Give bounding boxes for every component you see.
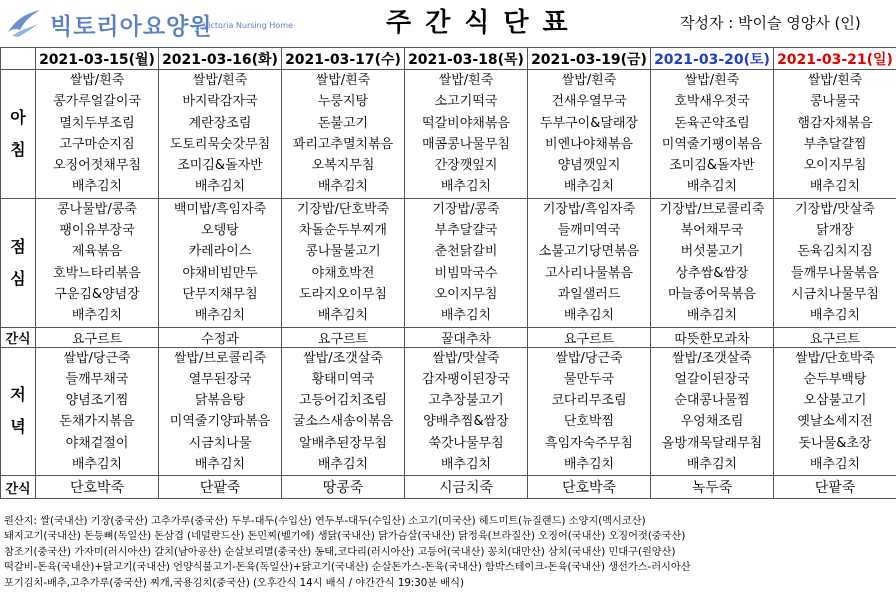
menu-item: 배추김치 (809, 179, 861, 195)
menu-item: 쌀밥/흰죽 (69, 73, 125, 88)
menu-item: 고구마순지짐 (59, 136, 135, 152)
day-header: 2021-03-19(금) (528, 48, 651, 70)
snack-cell: 수정과 (159, 327, 282, 347)
menu-item: 백미밥/흑임자죽 (173, 201, 267, 217)
origin-notes (4, 514, 894, 591)
breakfast-row (1, 70, 896, 199)
menu-item: 꽈리고추멸치볶음 (292, 136, 394, 152)
menu-item: 알배추된장무침 (299, 435, 387, 451)
menu-item: 단무지채무침 (182, 286, 258, 302)
snack-row (1, 327, 896, 347)
menu-item: 제육볶음 (71, 244, 123, 260)
menu-item: 물만두국 (563, 371, 615, 387)
menu-item: 오삼불고기 (803, 393, 867, 409)
porridge-cell: 단호박죽 (36, 476, 159, 499)
menu-item: 떡갈비야채볶음 (422, 115, 510, 131)
menu-item: 오징어젓채무침 (53, 158, 141, 174)
menu-item: 오뎅탕 (201, 223, 239, 239)
menu-item: 계란장조림 (188, 115, 252, 131)
dinner-cell (528, 347, 651, 476)
menu-item: 배추김치 (71, 457, 123, 473)
dinner-row (1, 347, 896, 476)
menu-item: 쌀밥/흰죽 (438, 73, 494, 88)
dinner-label (1, 347, 36, 476)
lunch-cell (528, 198, 651, 327)
menu-item: 닭개장 (816, 223, 854, 239)
lunch-row (1, 198, 896, 327)
menu-item: 흑임자숙주무침 (545, 435, 633, 451)
breakfast-label-char: 침 (10, 139, 26, 159)
weekly-menu-table (0, 47, 896, 499)
lunch-cell (405, 198, 528, 327)
day-header: 2021-03-20(토) (651, 48, 774, 70)
menu-item: 돈육김치지짐 (797, 244, 873, 260)
day-header: 2021-03-17(수) (282, 48, 405, 70)
breakfast-label-char: 아 (10, 107, 26, 127)
menu-item: 열무된장국 (188, 371, 252, 387)
menu-item: 미역줄기팽이볶음 (661, 136, 763, 152)
menu-item: 황태미역국 (311, 371, 375, 387)
snack-cell: 요구르트 (774, 327, 896, 347)
menu-item: 배추김치 (563, 308, 615, 324)
menu-item: 쌀밥/흰죽 (684, 73, 740, 88)
menu-item: 조미김&돌자반 (669, 158, 755, 174)
dinner-cell (405, 347, 528, 476)
menu-item: 들깨무채국 (65, 371, 129, 387)
menu-item: 고등어김치조림 (299, 393, 387, 409)
menu-item: 간장깻잎지 (434, 158, 498, 174)
origin-note-line: 포기김치-배추,고추가루(중국산) 찌개,국용김치(중국산) (오후간식 14시 배식 / 야간간식 19:30분 배식) (4, 577, 464, 589)
origin-note-line: 참조기(중국산) 가자미(러시아산) 갈치(남아공산) 순살보리멸(중국산) 동태,코다리(러시아산) 고등어(국내산) 꽁치(대만산) 삼치(국내산) 민대구(원양산) (4, 546, 676, 558)
day-header: 2021-03-16(화) (159, 48, 282, 70)
menu-item: 비엔나야채볶음 (545, 136, 633, 152)
menu-item: 양념깻잎지 (557, 158, 621, 174)
menu-item: 고추장불고기 (428, 393, 504, 409)
lunch-cell (282, 198, 405, 327)
breakfast-cell (651, 70, 774, 199)
menu-item: 올방개묵달래무침 (661, 435, 763, 451)
menu-item: 누룽지탕 (317, 94, 369, 110)
date-header-row (1, 48, 896, 70)
menu-item: 기장밥/브로콜리죽 (659, 201, 765, 217)
menu-item: 배추김치 (71, 179, 123, 195)
porridge-label: 간식 (1, 476, 36, 499)
menu-item: 쌀밥/흰죽 (807, 73, 863, 88)
menu-item: 마늘종어묵볶음 (668, 286, 756, 302)
menu-item: 순대콩나물찜 (674, 393, 750, 409)
breakfast-cell (159, 70, 282, 199)
corner-cell (1, 48, 36, 70)
breakfast-cell (774, 70, 896, 199)
breakfast-cell (282, 70, 405, 199)
porridge-cell: 녹두죽 (651, 476, 774, 499)
menu-item: 쌀밥/당근죽 (555, 350, 623, 366)
menu-item: 단호박찜 (563, 414, 615, 430)
menu-item: 멸치두부조림 (59, 115, 135, 131)
menu-item: 배추김치 (317, 308, 369, 324)
menu-item: 쌀밥/흰죽 (192, 73, 248, 88)
breakfast-cell (36, 70, 159, 199)
menu-item: 버섯불고기 (680, 244, 744, 260)
menu-item: 코다리무조림 (551, 393, 627, 409)
menu-item: 소불고기당면볶음 (538, 244, 640, 260)
day-header: 2021-03-15(월) (36, 48, 159, 70)
menu-item: 얼갈이된장국 (674, 371, 750, 387)
menu-item: 우엉채조림 (680, 414, 744, 430)
menu-item: 쌀밥/흰죽 (561, 73, 617, 88)
menu-item: 콩나물국 (809, 94, 861, 110)
menu-item: 돈채가지볶음 (59, 414, 135, 430)
menu-item: 배추김치 (194, 457, 246, 473)
lunch-label-char: 심 (10, 268, 26, 288)
menu-item: 감자팽이된장국 (422, 371, 510, 387)
menu-item: 카레라이스 (188, 244, 252, 260)
snack-cell: 요구르트 (282, 327, 405, 347)
dinner-cell (159, 347, 282, 476)
menu-item: 시금치나물무침 (791, 286, 879, 302)
origin-note-line: 돼지고기(국내산) 돈등뼈(독일산) 돈삼겹 (네덜란드산) 돈민찌(벨기에) 생닭(국내산) 닭가슴살(국내산) 닭정육(브라질산) 오징어(국내산) 오징어젓(중국산) (4, 531, 686, 543)
menu-item: 굴소스새송이볶음 (292, 414, 394, 430)
menu-item: 들깨미역국 (557, 223, 621, 239)
menu-item: 쌀밥/조갯살죽 (303, 350, 383, 366)
menu-item: 들깨무나물볶음 (791, 265, 879, 281)
menu-item: 양념조기찜 (65, 393, 129, 409)
menu-item: 쌀밥/조갯살죽 (672, 350, 752, 366)
menu-item: 배추김치 (440, 457, 492, 473)
menu-item: 차돌순두부찌개 (299, 223, 387, 239)
porridge-row (1, 476, 896, 499)
menu-item: 조미김&돌자반 (177, 158, 263, 174)
porridge-cell: 단팥죽 (159, 476, 282, 499)
dinner-label-char: 저 (10, 385, 26, 405)
menu-item: 콩나물불고기 (305, 244, 381, 260)
menu-item: 돈육곤약조림 (674, 115, 750, 131)
snack-cell: 꿀대추차 (405, 327, 528, 347)
dinner-cell (36, 347, 159, 476)
menu-item: 도라지오이무침 (299, 286, 387, 302)
logo-name: 빅토리아요양원 (50, 14, 213, 40)
origin-note-line: 떡갈비-돈육(국내산)+닭고기(국내산) 언양식불고기-돈육(독일산)+닭고기(국내산) 순살돈가스-돈육(국내산) 함박스테이크-돈육(국내산) 생선가스-러시아산 (4, 562, 691, 574)
snack-cell: 따뜻한모과차 (651, 327, 774, 347)
menu-item: 두부구이&달래장 (539, 115, 639, 131)
menu-item: 순두부백탕 (803, 371, 867, 387)
menu-item: 배추김치 (809, 308, 861, 324)
menu-item: 양배추찜&쌈장 (423, 414, 509, 430)
menu-item: 팽이유부장국 (59, 223, 135, 239)
menu-item: 쌀밥/당근죽 (63, 350, 131, 366)
menu-item: 야채겉절이 (65, 435, 129, 451)
porridge-cell: 단팥죽 (774, 476, 896, 499)
porridge-cell: 시금치죽 (405, 476, 528, 499)
menu-item: 바지락감자국 (182, 94, 258, 110)
breakfast-cell (405, 70, 528, 199)
menu-item: 과일샐러드 (557, 286, 621, 302)
menu-item: 배추김치 (563, 179, 615, 195)
menu-item: 구운김&양념장 (54, 286, 140, 302)
menu-item: 미역줄기양파볶음 (169, 414, 271, 430)
snack-cell: 요구르트 (528, 327, 651, 347)
origin-note-line: 원산지: 쌀(국내산) 기장(중국산) 고추가루(중국산) 두부-대두(수입산) 연두부-대두(수입산) 소고기(미국산) 헤드미트(뉴질랜드) 소양지(멕시코산) (4, 516, 646, 527)
menu-item: 오이지무침 (434, 286, 498, 302)
menu-item: 시금치나물 (188, 435, 252, 451)
menu-item: 콩가루얼갈이국 (53, 94, 141, 110)
menu-item: 고사리나물볶음 (545, 265, 633, 281)
menu-item: 배추김치 (440, 179, 492, 195)
menu-item: 배추김치 (686, 179, 738, 195)
menu-item: 옛날소세지전 (797, 414, 873, 430)
menu-item: 쌀밥/흰죽 (315, 73, 371, 88)
menu-item: 오이지무침 (803, 158, 867, 174)
header (0, 0, 896, 44)
logo (6, 6, 376, 40)
menu-item: 배추김치 (440, 308, 492, 324)
author-line: 작성자 : 박이슬 영양사 (인) (680, 14, 861, 32)
menu-item: 기장밥/단호박죽 (296, 201, 390, 217)
menu-item: 배추김치 (563, 457, 615, 473)
breakfast-label (1, 70, 36, 199)
menu-item: 기장밥/흑임자죽 (542, 201, 636, 217)
menu-item: 닭볶음탕 (194, 393, 246, 409)
lunch-cell (36, 198, 159, 327)
menu-item: 쌀밥/단호박죽 (795, 350, 875, 366)
day-header: 2021-03-18(목) (405, 48, 528, 70)
porridge-cell: 단호박죽 (528, 476, 651, 499)
menu-item: 쌀밥/맛살죽 (432, 350, 500, 366)
snack-cell: 요구르트 (36, 327, 159, 347)
menu-item: 북어채무국 (680, 223, 744, 239)
menu-item: 배추김치 (71, 308, 123, 324)
menu-item: 기장밥/콩죽 (432, 201, 500, 217)
page-title: 주간식단표 (386, 8, 582, 38)
menu-item: 매콤콩나물무침 (422, 136, 510, 152)
menu-item: 야채호박전 (311, 265, 375, 281)
snack-label: 간식 (1, 327, 36, 347)
menu-item: 호박새우젓국 (674, 94, 750, 110)
lunch-cell (159, 198, 282, 327)
menu-item: 배추김치 (194, 308, 246, 324)
menu-item: 춘천닭갈비 (434, 244, 498, 260)
menu-item: 콩나물밥/콩죽 (57, 201, 137, 217)
menu-item: 상추쌈&쌈장 (675, 265, 749, 281)
menu-item: 비빔막국수 (434, 265, 498, 281)
menu-item: 돈불고기 (317, 115, 369, 131)
dinner-cell (282, 347, 405, 476)
logo-subtitle: Victoria Nursing Home (203, 21, 293, 30)
dinner-cell (651, 347, 774, 476)
day-header: 2021-03-21(일) (774, 48, 896, 70)
menu-item: 배추김치 (686, 457, 738, 473)
lunch-label-char: 점 (10, 236, 26, 256)
menu-item: 쑥갓나물무침 (428, 435, 504, 451)
menu-item: 호박느타리볶음 (53, 265, 141, 281)
menu-item: 배추김치 (809, 457, 861, 473)
menu-item: 오복지무침 (311, 158, 375, 174)
breakfast-cell (528, 70, 651, 199)
menu-item: 배추김치 (317, 457, 369, 473)
dinner-cell (774, 347, 896, 476)
menu-item: 배추김치 (317, 179, 369, 195)
menu-item: 배추김치 (194, 179, 246, 195)
dinner-label-char: 녁 (10, 417, 26, 437)
menu-item: 돗나물&초장 (798, 435, 872, 451)
lunch-cell (774, 198, 896, 327)
menu-item: 야채비빔만두 (182, 265, 258, 281)
menu-item: 쌀밥/브로콜리죽 (173, 350, 267, 366)
menu-item: 햄감자채볶음 (797, 115, 873, 131)
lunch-label (1, 198, 36, 327)
menu-item: 부추달걀국 (434, 223, 498, 239)
menu-item: 부추달걀찜 (803, 136, 867, 152)
bird-logo-icon (6, 6, 42, 40)
lunch-cell (651, 198, 774, 327)
porridge-cell: 땅콩죽 (282, 476, 405, 499)
menu-item: 소고기떡국 (434, 94, 498, 110)
menu-item: 건새우열무국 (551, 94, 627, 110)
menu-item: 도토리묵숫갓무침 (169, 136, 271, 152)
menu-item: 배추김치 (686, 308, 738, 324)
menu-item: 기장밥/맛살죽 (795, 201, 875, 217)
